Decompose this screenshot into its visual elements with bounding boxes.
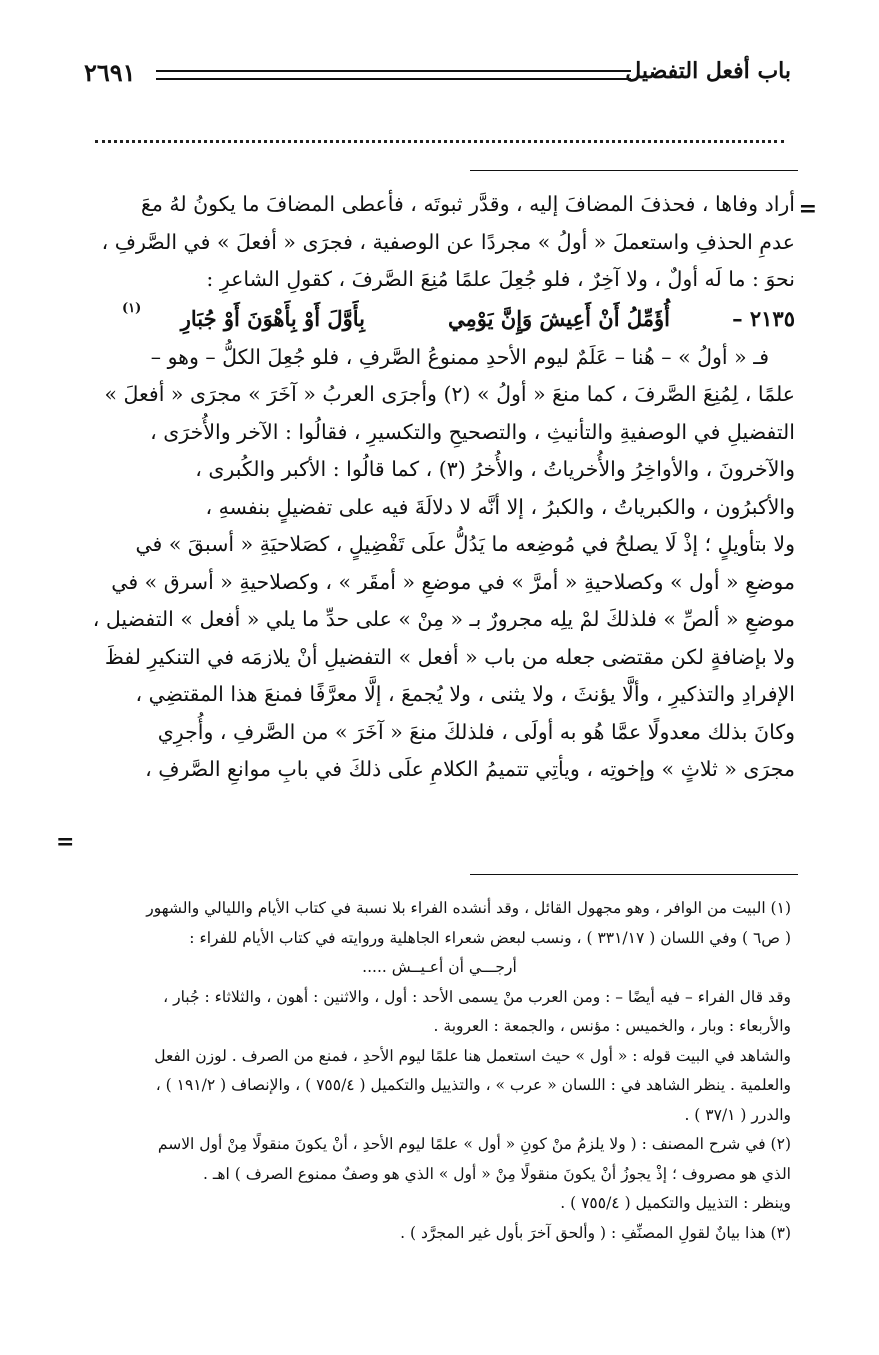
- footnote-separator: [470, 874, 798, 875]
- header-double-rule: [156, 70, 631, 80]
- text-line: التفضيلِ في الوصفيةِ والتأنيثِ ، والتصحيحِ والتكسيرِ ، فقالُوا : الآخر والأُخرَى ،: [150, 419, 795, 444]
- text-line: عدمِ الحذفِ واستعملَ « أولُ » مجردًا عن الوصفية ، فجرَى « أفعلَ » في الصَّرفِ ،: [101, 229, 795, 254]
- footnote-reference: (١): [122, 300, 142, 316]
- text-line: والأكبرُون ، والكبرياتُ ، والكبرُ ، إلا أنَّه لا دلالَةَ فيه على تفضيلٍ بنفسهِ ،: [205, 494, 795, 519]
- text-line: موضعِ « أول » وكصلاحيةِ « أمرَّ » في موضعِ « أمقَر » ، وكصلاحيةِ « أسرق » في: [111, 569, 795, 594]
- text-line: نحوَ : ما لَه أولٌ ، ولا آخِرٌ ، فلو جُعِلَ علمًا مُنِعَ الصَّرفَ ، كقولِ الشاعرِ :: [206, 267, 795, 291]
- footnote-line: والدرر ( ٣٧/١ ) .: [684, 1105, 791, 1124]
- main-text: [82, 186, 795, 789]
- footnote-line: والشاهد في البيت قوله : « أول » حيث استعمل هنا علمًا ليوم الأحدِ ، فمنع من الصرف . لوزن الفعل: [154, 1046, 791, 1065]
- footnote-line: الذي هو مصروف ؛ إذْ يجوزُ أنْ يكونَ منقولًا مِنْ « أول » الذي هو وصفٌ ممنوع الصرف ) اهـ .: [202, 1164, 791, 1183]
- top-short-rule: [470, 170, 798, 171]
- poetry-verse: [82, 299, 795, 339]
- running-header: [84, 58, 791, 92]
- text-line: والآخرونَ ، والأواخِرُ والأُخرياتُ ، والأُخرُ (٣) ، كما قالُوا : الأكبر والكُبرى ،: [195, 457, 795, 481]
- footnote-line: (٣) هذا بيانٌ لقولِ المصنِّفِ : ( وألحق آخرَ بأول غير المجرَّد ) .: [400, 1223, 791, 1242]
- footnote-line: والعلمية . ينظر الشاهد في : اللسان « عرب » ، والتذييل والتكميل ( ٧٥٥/٤ ) ، والإنصاف ( ١٩١/٢ ) ،: [155, 1076, 791, 1094]
- continuation-mark-start: =: [798, 196, 817, 222]
- verse-hemistich-first: أُؤَمِّلُ أَنْ أَعِيشَ وَإِنَّ يَوْمِي: [448, 305, 670, 331]
- footnote-line: والأربعاء : وبار ، والخميس : مؤنس ، والجمعة : العروبة .: [433, 1017, 791, 1035]
- chapter-title: باب أفعل التفضيل: [625, 58, 791, 84]
- text-line: فـ « أولُ » – هُنا – عَلَمٌ ليوم الأحدِ ممنوعُ الصَّرفِ ، فلو جُعِلَ الكلُّ – وهو –: [150, 344, 769, 369]
- text-line: أراد وفاها ، فحذفَ المضافَ إليه ، وقدَّر ثبوتَه ، فأعطى المضافَ ما يكونُ لهُ معَ: [140, 192, 795, 216]
- continuation-mark-end: =: [56, 829, 75, 855]
- text-line: الإفرادِ والتذكيرِ ، وألَّا يؤنثَ ، ولا يثنى ، ولا يُجمعَ ، إلَّا معرَّفًا فمنعَ هذا المقتضِي ،: [135, 682, 795, 706]
- text-line: مجرَى « ثلاثٍ » وإخوتِه ، ويأتِي تتميمُ الكلامِ علَى ذلكَ في بابِ موانعِ الصَّرفِ ،: [145, 757, 795, 781]
- text-line: وكانَ بذلك معدولًا عمَّا هُو به أولَى ، فلذلكَ منعَ « آخَرَ » من الصَّرفِ ، وأُجرِي: [157, 719, 795, 744]
- text-line: علمًا ، لِمُنِعَ الصَّرفَ ، كما منعَ « أولُ » (٢) وأجرَى العربُ « آخَرَ » مجرَى « أفعلَ »: [104, 382, 795, 406]
- footnote-verse-variant: أرجـــي أن أعـيــش .....: [362, 958, 517, 976]
- footnote-line: (٢) في شرح المصنف : ( ولا يلزمُ منْ كونِ « أول » علمًا ليوم الأحدِ ، أنْ يكونَ منقولًا مِنْ أول الاسم: [157, 1135, 791, 1153]
- text-line: موضعِ « ألصِّ » فلذلكَ لمْ يلِه مجرورٌ بـ « مِنْ » على حدِّ ما يلي « أفعل » التفضيل ،: [92, 607, 795, 631]
- dotted-separator: [95, 140, 784, 143]
- text-line: ولا بتأويلٍ ؛ إذْ لَا يصلحُ في مُوضِعه ما يَدُلُّ علَى تَفْضِيلٍ ، كصَلاحيَةِ « أسبقَ » في: [135, 532, 795, 556]
- text-line: ولا بإضافةٍ لكن مقتضى جعله من باب « أفعل » التفضيلِ أنْ يلازمَه في التنكيرِ لفظَ: [104, 644, 795, 669]
- verse-hemistich-second: بِأَوَّلَ أَوْ بِأَهْوَنَ أَوْ جُبَارِ: [180, 305, 365, 331]
- footnote-line: وينظر : التذييل والتكميل ( ٧٥٥/٤ ) .: [560, 1194, 791, 1212]
- verse-number: ٢١٣٥ –: [732, 305, 795, 331]
- page-number: ٢٦٩١: [84, 58, 136, 87]
- footnote-line: (١) البيت من الوافر ، وهو مجهول القائل ، وقد أنشده الفراء بلا نسبة في كتاب الأيام والليالي والشهور: [146, 899, 791, 917]
- footnote-line: وقد قال الفراء – فيه أيضًا – : ومن العرب منْ يسمى الأحد : أول ، والاثنين : أهون ، والثلاثاء : جُبار ،: [163, 987, 791, 1006]
- footnote-line: ( ص٦ ) وفي اللسان ( ٣٣١/١٧ ) ، ونسب لبعض شعراء الجاهلية وروايته في كتاب الأيام للفراء :: [189, 928, 791, 947]
- footnotes: [88, 894, 791, 1248]
